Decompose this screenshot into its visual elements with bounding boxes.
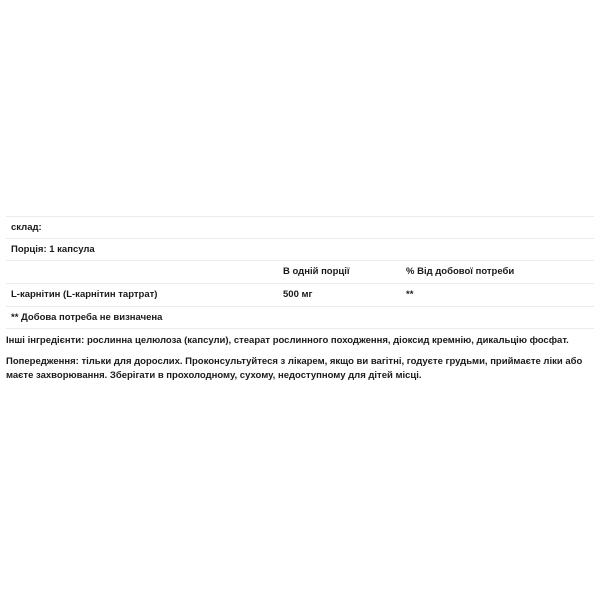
ingredient-name: L-карнітин (L-карнітин тартрат)	[11, 289, 158, 300]
composition-heading: склад:	[11, 222, 42, 233]
other-ingredients-text: Інші інгредієнти: рослинна целюлоза (капсули), стеарат рослинного походження, діоксид кремнію, дикальцію фосфат.	[6, 335, 569, 346]
ingredient-row	[6, 283, 594, 306]
warning-line-1: Попередження: тільки для дорослих. Проконсультуйтеся з лікарем, якщо ви вагітні, годуєте грудьми, приймаєте ліки або	[6, 356, 583, 367]
warning-text	[6, 355, 592, 383]
column-header-row	[6, 260, 594, 283]
per-serving-header: В одній порції	[283, 266, 350, 277]
ingredient-amount: 500 мг	[283, 289, 313, 300]
daily-value-footnote: ** Добова потреба не визначена	[11, 312, 163, 323]
serving-size: Порція: 1 капсула	[11, 244, 95, 255]
ingredient-daily-value: **	[406, 289, 414, 300]
heading-row	[6, 216, 594, 238]
daily-value-header: % Від добової потреби	[406, 266, 515, 277]
supplement-facts-table	[6, 216, 594, 329]
serving-row	[6, 238, 594, 260]
footnote-row	[6, 306, 594, 329]
warning-line-2: маєте захворювання. Зберігати в прохолодному, сухому, недоступному для дітей місці.	[6, 370, 422, 381]
